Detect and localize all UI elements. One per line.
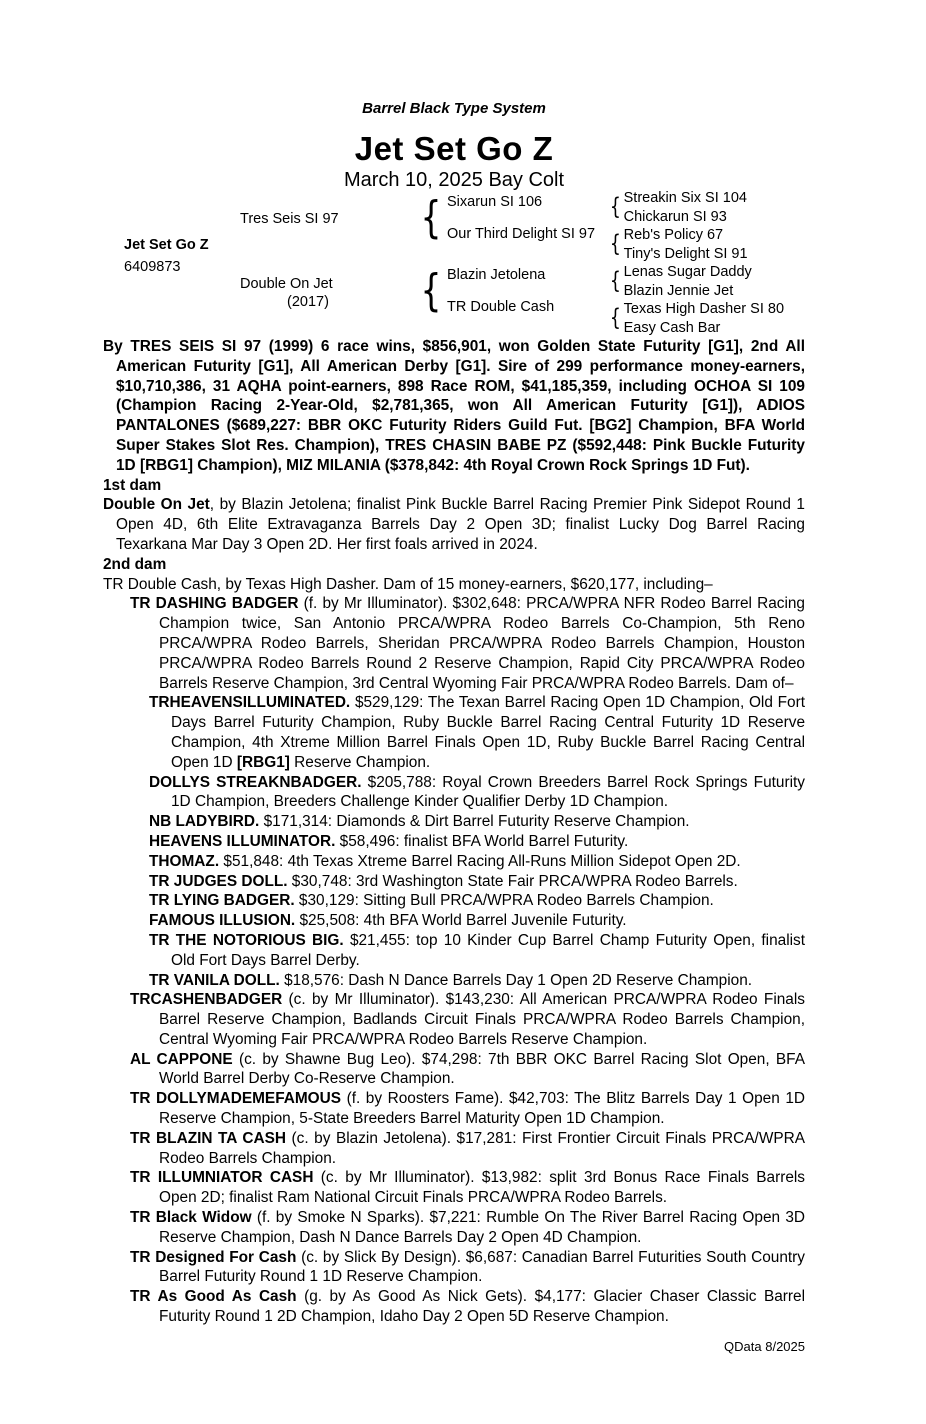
- pedigree-ancestor: Blazin Jetolena: [447, 267, 546, 283]
- produce-record: HEAVENS ILLUMINATOR. $58,496: finalist BFA World Barrel Futurity.: [149, 832, 629, 850]
- produce-record: TR BLAZIN TA CASH (c. by Blazin Jetolena). $17,281: First Frontier Circuit Finals PRCA/WPRA Rodeo Barrels Champion.: [130, 1129, 805, 1167]
- pedigree-subject-name: Jet Set Go Z: [124, 237, 209, 253]
- produce-record: TR ILLUMNIATOR CASH (c. by Mr Illuminator). $13,982: split 3rd Bonus Race Finals Barrels Open 2D; finalist Ram National Circuit Finals PRCA/WPRA Rodeo Barrels.: [130, 1169, 805, 1207]
- pedigree-ancestor: Our Third Delight SI 97: [447, 226, 596, 242]
- brace-icon: {: [420, 192, 442, 243]
- produce-record: TR JUDGES DOLL. $30,748: 3rd Washington State Fair PRCA/WPRA Rodeo Barrels.: [149, 872, 738, 890]
- produce-record: TR As Good As Cash (g. by As Good As Nick Gets). $4,177: Glacier Chaser Classic Barrel Futurity Round 1 2D Champion, Idaho Day 2 Open 5D Reserve Champion.: [130, 1288, 805, 1326]
- brace-icon: {: [609, 231, 621, 257]
- second-dam-heading: 2nd dam: [103, 555, 167, 573]
- pedigree-gen4-group: [608, 263, 752, 300]
- pedigree-sire: Tres Seis SI 97: [240, 211, 339, 227]
- pedigree-ancestor: Lenas Sugar Daddy: [623, 264, 752, 280]
- produce-record: NB LADYBIRD. $171,314: Diamonds & Dirt Barrel Futurity Reserve Champion.: [149, 813, 690, 831]
- brace-icon: {: [609, 305, 621, 331]
- pedigree-ancestor: TR Double Cash: [447, 299, 555, 315]
- page-title: Jet Set Go Z: [354, 130, 554, 167]
- pedigree-dam: Double On Jet: [240, 276, 333, 292]
- pedigree-ancestor: Reb's Policy 67: [623, 227, 724, 243]
- pedigree-sire-parents-group: [417, 193, 595, 243]
- produce-record: TR LYING BADGER. $30,129: Sitting Bull PRCA/WPRA Rodeo Barrels Champion.: [149, 892, 714, 910]
- brace-icon: {: [609, 268, 621, 294]
- produce-record: TR DASHING BADGER (f. by Mr Illuminator). $302,648: PRCA/WPRA NFR Rodeo Barrel Racing Champion twice, San Antonio PRCA/WPRA Rodeo Barrels Co-Champion, 5th Reno PRCA/WPRA Rodeo Barrels, Sheridan PRCA/WPRA Rodeo Barrels Champion, Houston PRCA/WPRA Rodeo Barrels Round 2 Reserve Champion, Rapid City PRCA/WPRA Rodeo Barrels Reserve Champion, 3rd Central Wyoming Fair PRCA/WPRA Rodeo Barrels. Dam of–: [130, 595, 805, 692]
- foal-info: March 10, 2025 Bay Colt: [343, 169, 565, 191]
- produce-record: AL CAPPONE (c. by Shawne Bug Leo). $74,298: 7th BBR OKC Barrel Racing Slot Open, BFA World Barrel Derby Co-Reserve Champion.: [130, 1050, 805, 1088]
- pedigree-ancestor: Tiny's Delight SI 91: [623, 245, 748, 262]
- pedigree-dam-parents-group: [417, 266, 554, 316]
- produce-record: THOMAZ. $51,848: 4th Texas Xtreme Barrel Racing All-Runs Million Sidepot Open 2D.: [149, 852, 741, 870]
- data-credit: QData 8/2025: [724, 1339, 805, 1354]
- pedigree-ancestor: Texas High Dasher SI 80: [623, 301, 785, 317]
- pedigree-ancestor: Blazin Jennie Jet: [623, 282, 734, 299]
- pedigree-gen4-group: [608, 189, 747, 226]
- pedigree-ancestor: Streakin Six SI 104: [623, 190, 747, 206]
- pedigree-subject-reg-number: 6409873: [124, 259, 181, 275]
- produce-record: TR DOLLYMADEMEFAMOUS (f. by Roosters Fame). $42,703: The Blitz Barrels Day 1 Open 1D Reserve Champion, 5-State Breeders Barrel Maturity Open 1D Champion.: [130, 1090, 805, 1128]
- produce-record: TRHEAVENSILLUMINATED. $529,129: The Texan Barrel Racing Open 1D Champion, Old Fort Days Barrel Futurity Champion, Ruby Buckle Barrel Racing Central Futurity 1D Reserve Champion, 4th Xtreme Million Barrel Finals Open 1D, Ruby Buckle Barrel Racing Central Open 1D [RBG1] Reserve Champion.: [149, 694, 805, 771]
- pedigree-gen4-group: [608, 226, 748, 263]
- produce-record: TR Black Widow (f. by Smoke N Sparks). $7,221: Rumble On The River Barrel Racing Open 3D Reserve Champion, Dash N Dance Barrels Day 2 Open 4D Champion.: [130, 1209, 806, 1246]
- produce-record: FAMOUS ILLUSION. $25,508: 4th BFA World Barrel Juvenile Futurity.: [149, 912, 627, 930]
- produce-record: TR VANILA DOLL. $18,576: Dash N Dance Barrels Day 1 Open 2D Reserve Champion.: [149, 971, 753, 989]
- pedigree-dam-year: (2017): [287, 294, 329, 310]
- first-dam-heading: 1st dam: [103, 476, 162, 494]
- produce-record: TR Designed For Cash (c. by Slick By Design). $6,687: Canadian Barrel Futurities South Country Barrel Futurity Round 1 1D Reserve Champion.: [130, 1248, 805, 1286]
- pedigree-gen4-group: [608, 300, 784, 337]
- produce-record: TRCASHENBADGER (c. by Mr Illuminator). $143,230: All American PRCA/WPRA Rodeo Finals Barrel Reserve Champion, Badlands Circuit Finals PRCA/WPRA Rodeo Barrels Champion, Central Wyoming Fair PRCA/WPRA Rodeo Barrels Reserve Champion.: [130, 991, 805, 1048]
- produce-text: [103, 337, 805, 1327]
- second-dam-record: TR Double Cash, by Texas High Dasher. Dam of 15 money-earners, $620,177, including–: [103, 575, 713, 593]
- produce-record: TR THE NOTORIOUS BIG. $21,455: top 10 Kinder Cup Barrel Champ Futurity Open, finalist Old Fort Days Barrel Derby.: [149, 931, 806, 969]
- brace-icon: {: [609, 194, 621, 220]
- pedigree-ancestor: Sixarun SI 106: [447, 194, 543, 210]
- brace-icon: {: [420, 265, 442, 316]
- pedigree-ancestor: Chickarun SI 93: [623, 208, 727, 225]
- system-label: Barrel Black Type System: [362, 100, 546, 117]
- pedigree-ancestor: Easy Cash Bar: [623, 319, 721, 336]
- sire-summary: By TRES SEIS SI 97 (1999) 6 race wins, $856,901, won Golden State Futurity [G1], 2nd All American Futurity [G1], All American Derby [G1]. Sire of 299 performance money-earners, $10,710,386, 31 AQHA point-earners, 898 Race ROM, $41,185,359, including OCHOA SI 109 (Champion Racing 2-Year-Old, $2,781,365, won All American Futurity [G1]), ADIOS PANTALONES ($689,227: BBR OKC Futurity Riders Guild Fut. [BG2] Champion, BFA World Super Stakes Slot Res. Champion), TRES CHASIN BABE PZ ($592,448: Pink Buckle Futurity 1D [RBG1] Champion), MIZ MILANIA ($378,842: 4th Royal Crown Rock Springs 1D Fut).: [103, 338, 805, 474]
- first-dam-record: Double On Jet, by Blazin Jetolena; finalist Pink Buckle Barrel Racing Premier Pink Sidepot Round 1 Open 4D, 6th Elite Extravaganza Barrels Day 2 Open 3D; finalist Lucky Dog Barrel Racing Texarkana Mar Day 3 Open 2D. Her first foals arrived in 2024.: [103, 496, 805, 553]
- produce-record: DOLLYS STREAKNBADGER. $205,788: Royal Crown Breeders Barrel Rock Springs Futurity 1D Champion, Breeders Challenge Kinder Qualifier Derby 1D Champion.: [149, 773, 805, 811]
